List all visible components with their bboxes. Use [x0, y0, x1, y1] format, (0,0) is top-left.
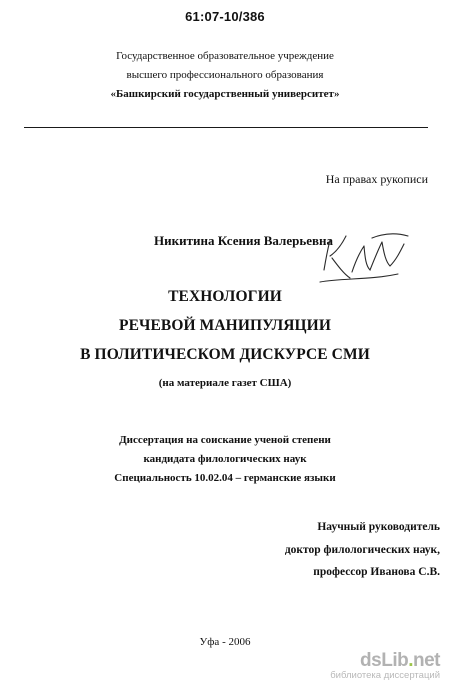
- institution-line-1: Государственное образовательное учреждение: [116, 50, 334, 62]
- rights-note: На правах рукописи: [325, 172, 428, 186]
- watermark-logo-dot: .: [408, 650, 413, 671]
- watermark-logo: [300, 650, 440, 672]
- handwritten-signature: [312, 230, 412, 294]
- subtitle: (на материале газет США): [158, 377, 292, 389]
- watermark-logo-main: dsLib: [360, 650, 409, 671]
- dissertation-line-2: кандидата филологических наук: [143, 453, 307, 465]
- supervisor-name: профессор Иванова С.В.: [313, 566, 440, 578]
- supervisor-degree: доктор филологических наук,: [284, 544, 440, 556]
- watermark-logo-tld: net: [413, 650, 440, 671]
- dslib-watermark[interactable]: [300, 650, 440, 681]
- title-line-1: ТЕХНОЛОГИИ: [168, 288, 282, 305]
- watermark-subtitle: библиотека диссертаций: [330, 670, 440, 681]
- author-name: Никитина Ксения Валерьевна: [154, 233, 333, 248]
- institution-name: «Башкирский государственный университет»: [110, 88, 340, 100]
- supervisor-label: Научный руководитель: [317, 521, 440, 533]
- dissertation-line-1: Диссертация на соискание ученой степени: [119, 434, 331, 446]
- title-line-2: РЕЧЕВОЙ МАНИПУЛЯЦИИ: [119, 317, 331, 334]
- header-divider: [24, 127, 428, 128]
- city-year: Уфа - 2006: [199, 636, 251, 648]
- specialty-line: Специальность 10.02.04 – германские языки: [114, 472, 336, 484]
- institution-line-2: высшего профессионального образования: [126, 69, 324, 81]
- archive-code: 61:07-10/386: [185, 9, 265, 24]
- title-line-3: В ПОЛИТИЧЕСКОМ ДИСКУРСЕ СМИ: [80, 346, 370, 363]
